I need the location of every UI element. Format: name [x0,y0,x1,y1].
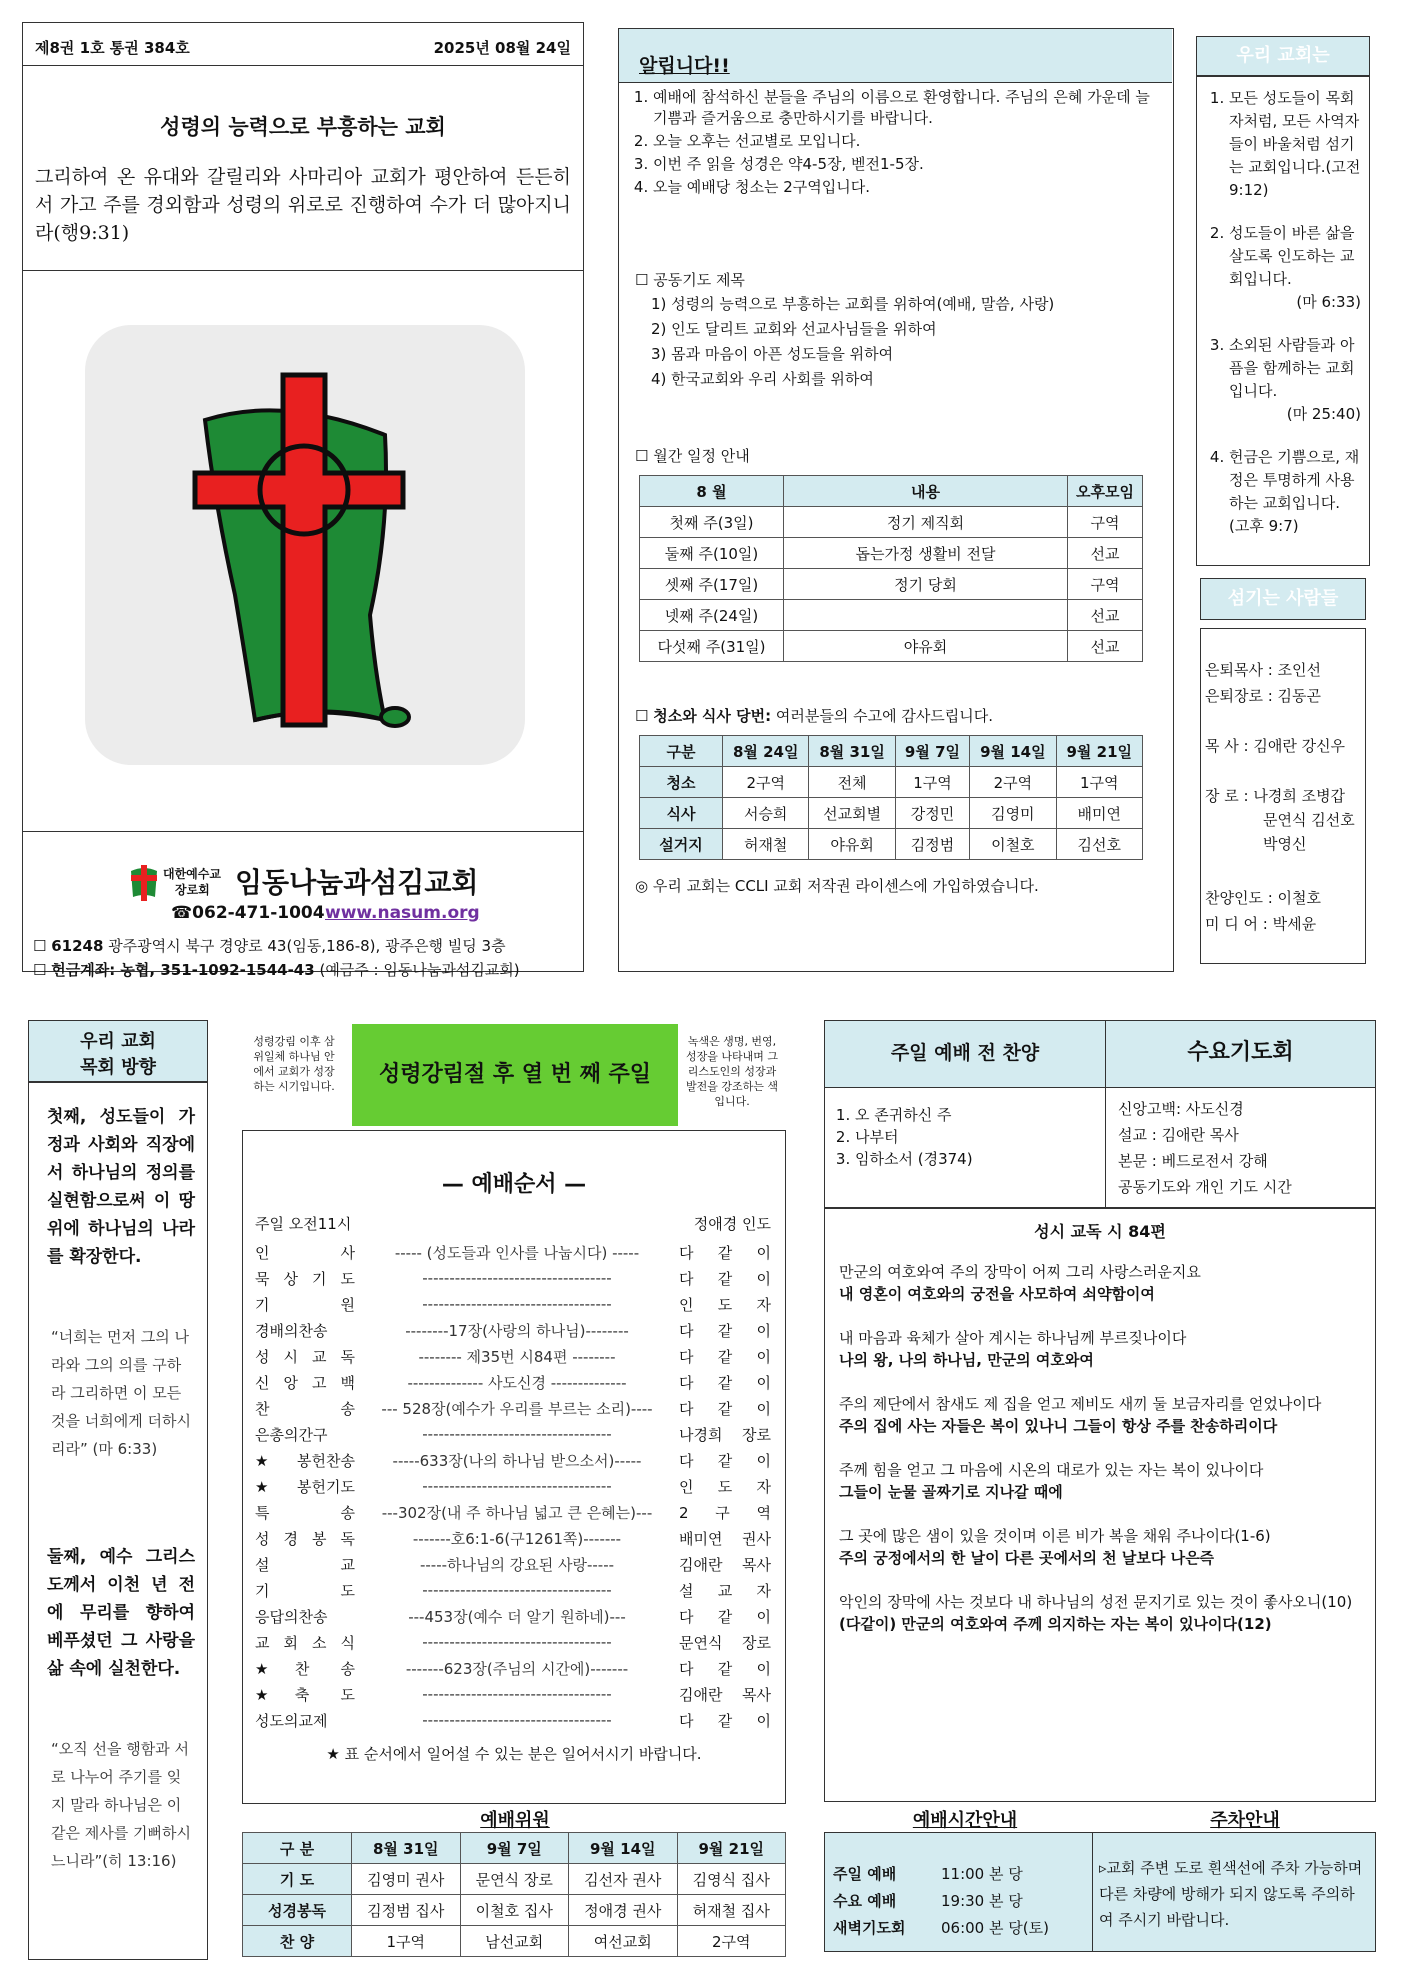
order-row [255,1603,771,1629]
notices-title: 알립니다!! [639,55,730,77]
order-item-person: 2 구 역 [679,1503,771,1522]
table-cell: 김정범 [895,829,969,860]
time-value: 19:30 본 당 [941,1892,1023,1910]
table-row [640,600,1143,631]
notice-item: 1. 예배에 참석하신 분들을 주님의 이름으로 환영합니다. 주님의 은혜 가운데 늘 기쁨과 즐거움으로 충만하시기를 바랍니다. [653,87,1163,129]
table-cell: 정기 당회 [784,569,1068,600]
checkbox-icon: ☐ [33,937,52,955]
order-item-name: 은총의간구 [255,1425,328,1444]
order-item-person: 다 같 이 [679,1451,771,1470]
order-item-content: ----------------------------------- [422,1711,612,1729]
church-logo-icon [127,863,161,903]
account-bank: 농협, 351-1092-1544-43 [120,961,315,979]
praise-title: 주일 예배 전 찬양 [890,1042,1040,1064]
psalm-verse: 주의 제단에서 참새도 제 집을 얻고 제비도 새끼 둘 보금자리를 얻었나이다 주의 집에 사는 자들은 복이 있나니 그들이 항상 주를 찬송하리이다 [839,1395,1322,1435]
table-cell: 선교 [1068,631,1143,662]
schedule-table [639,475,1143,662]
direction-panel [28,1082,208,1960]
table-header-row [640,476,1143,507]
direction-first: 첫째, 성도들이 가정과 사회와 직장에서 하나님의 정의를 실현함으로써 이 땅 위에 하나님의 나라를 확장한다. [47,1107,195,1267]
table-header: 9월 21일 [1056,736,1142,767]
servants-title: 섬기는 사람들 [1227,588,1339,609]
table-cell: 이철호 [970,829,1056,860]
order-note: ★ 표 순서에서 일어설 수 있는 분은 일어서시기 바랍니다. [326,1745,702,1763]
prayer-list [651,292,1054,392]
time-value: 11:00 본 당 [941,1865,1023,1883]
notice-item: 4. 오늘 예배당 청소는 2구역입니다. [653,177,1163,198]
order-item-name: ★찬 송 [255,1659,355,1678]
church-divider [23,831,583,832]
psalm-verse: 그 곳에 많은 샘이 있을 것이며 이른 비가 복을 채워 주나이다(1-6) 주의 궁정에서의 한 날이 다른 곳에서의 천 날보다 나은즉 [839,1527,1271,1567]
parking-text: ▹교회 주변 도로 흰색선에 주차 가능하며 다른 차량에 방해가 되지 않도록 주의하여 주시기 바랍니다. [1099,1859,1363,1929]
table-row [640,507,1143,538]
psalm-verses [839,1261,1359,1635]
times-title: 예배시간안내 [912,1810,1018,1831]
church-name: 임동나눔과섬김교회 [235,866,479,899]
order-item-name: 찬 송 [255,1399,355,1418]
table-cell: 선교회별 [809,798,895,829]
order-row [255,1473,771,1499]
table-cell: 구역 [1068,507,1143,538]
table-row [640,798,1143,829]
cross-banner-icon [85,325,525,765]
table-cell: 야유회 [809,829,895,860]
table-cell: 1구역 [352,1926,461,1957]
address: 광주광역시 북구 경양로 43(임동,186-8), 광주은행 빌딩 3층 [108,937,506,955]
order-item-content: -------623장(주님의 시간에)------- [405,1659,629,1678]
table-header: 내용 [784,476,1068,507]
table-row [243,1864,786,1895]
zip-code: 61248 [51,937,104,955]
table-cell: 선교 [1068,538,1143,569]
order-item-person: 다 같 이 [679,1321,771,1340]
table-cell: 김영미 [970,798,1056,829]
order-item-name: ★봉헌기도 [255,1477,355,1496]
table-cell: 넷째 주(24일) [640,600,784,631]
table-cell: 다섯째 주(31일) [640,631,784,662]
direction-first-verse: “너희는 먼저 그의 나라와 그의 의를 구하라 그리하면 이 모든 것을 너희에게 더하시리라” (마 6:33) [51,1328,191,1458]
parking-title: 주차안내 [1210,1810,1280,1831]
order-row [255,1317,771,1343]
issue-date: 2025년 08월 24일 [433,39,571,57]
order-item-name: 성 경 봉 독 [255,1529,355,1548]
servants-panel [1200,628,1366,964]
table-header: 9월 21일 [677,1833,786,1864]
order-item-name: 기 원 [255,1295,355,1314]
header-divider [23,65,583,66]
table-row [640,767,1143,798]
season-right-note: 녹색은 생명, 번영, 성장을 나타내며 그리스도인의 성장과 발전을 강조하는 색입니다. [685,1035,778,1108]
time-label: 새벽기도회 [833,1919,906,1937]
order-item-content: ----------------------------------- [422,1425,612,1443]
order-row [255,1369,771,1395]
wednesday-line: 공동기도와 개인 기도 시간 [1118,1178,1292,1196]
order-row [255,1629,771,1655]
account-holder: (예금주 : 임동나눔과섬김교회) [319,961,520,979]
order-item-content: ---453장(예수 더 알기 원하네)--- [408,1607,626,1626]
order-item-person: 설 교 자 [679,1581,771,1600]
table-header-row [243,1833,786,1864]
table-cell: 김영식 집사 [677,1864,786,1895]
our-church-list [1211,87,1361,538]
order-item-name: 성 시 교 독 [255,1347,355,1366]
table-header: 9월 7일 [460,1833,569,1864]
order-item-person: 다 같 이 [679,1399,771,1418]
table-cell: 성경봉독 [243,1895,352,1926]
table-cell: 허재철 [723,829,809,860]
order-item-person: 다 같 이 [679,1711,771,1730]
prayer-item: 3) 몸과 마음이 아픈 성도들을 위하여 [651,345,894,363]
order-item-person: 인 도 자 [679,1477,771,1496]
table-cell: 구역 [1068,569,1143,600]
table-cell: 1구역 [895,767,969,798]
table-cell: 전체 [809,767,895,798]
table-cell: 야유회 [784,631,1068,662]
order-row [255,1499,771,1525]
checkbox-icon: ☐ [635,707,654,725]
table-header-row [640,736,1143,767]
table-cell: 2구역 [723,767,809,798]
staff-table [242,1832,786,1957]
praise-panel [824,1088,1106,1208]
praise-song: 3. 임하소서 (경374) [855,1148,973,1170]
church-website[interactable]: www.nasum.org [325,903,480,923]
table-cell: 허재철 집사 [677,1895,786,1926]
table-cell: 김영미 권사 [352,1864,461,1895]
order-row [255,1655,771,1681]
table-header: 9월 7일 [895,736,969,767]
praise-list [837,1104,973,1170]
table-cell: 배미연 [1056,798,1142,829]
table-cell: 여선교회 [569,1926,678,1957]
table-cell: 문연식 장로 [460,1864,569,1895]
order-item-content: ----------------------------------- [422,1269,612,1287]
servant-row: 미 디 어 : 박세윤 [1205,915,1317,933]
prayer-item: 4) 한국교회와 우리 사회를 위하여 [651,370,874,388]
table-cell: 2구역 [677,1926,786,1957]
our-church-panel [1196,76,1370,566]
order-item-name: 신 앙 고 백 [255,1373,355,1392]
order-title: — 예배순서 — [441,1172,587,1197]
table-cell: 1구역 [1056,767,1142,798]
table-header: 구분 [640,736,723,767]
order-row [255,1239,771,1265]
time-label: 주일 예배 [833,1865,897,1883]
ccli-note: ◎ 우리 교회는 CCLI 교회 저작권 라이센스에 가입하였습니다. [635,877,1039,895]
order-item-content: -----하나님의 강요된 사랑----- [419,1555,615,1574]
order-item-person: 김애란 목사 [679,1685,771,1704]
order-item-person: 다 같 이 [679,1269,771,1288]
order-row [255,1291,771,1317]
order-row [255,1707,771,1733]
order-item-person: 다 같 이 [679,1347,771,1366]
staff-title: 예배위원 [480,1810,550,1831]
table-cell: 정기 제직회 [784,507,1068,538]
order-item-content: -------호6:1-6(구1261쪽)------- [412,1529,622,1548]
table-cell: 설거지 [640,829,723,860]
order-item-name: 설 교 [255,1555,355,1574]
order-item-content: ----------------------------------- [422,1477,612,1495]
table-cell: 셋째 주(17일) [640,569,784,600]
order-item-content: --------17장(사랑의 하나님)-------- [405,1321,629,1340]
wednesday-panel [1105,1088,1376,1208]
our-church-item: 1. 모든 성도들이 목회자처럼, 모든 사역자들이 바울처럼 섬기는 교회입니다.(고전 9:12) [1229,87,1361,202]
season-left-note: 성령강림 이후 삼위일체 하나님 안에서 교회가 성장하는 시기입니다. [253,1035,335,1093]
wednesday-line: 신앙고백: 사도신경 [1118,1100,1244,1118]
servants-title-box [1200,578,1366,620]
order-item-person: 다 같 이 [679,1607,771,1626]
table-header: 8월 31일 [809,736,895,767]
header-panel [22,22,584,979]
prayer-item: 1) 성령의 능력으로 부흥하는 교회를 위하여(예배, 말씀, 사랑) [651,295,1055,313]
psalm-panel [824,1208,1376,1802]
servant-row: 장 로 : 나경희 조병갑 [1205,787,1346,805]
order-item-person: 인 도 자 [679,1295,771,1314]
table-row [640,569,1143,600]
table-row [640,829,1143,860]
theme-title: 성령의 능력으로 부흥하는 교회 [160,114,446,139]
order-row [255,1447,771,1473]
servant-row: 은퇴장로 : 김동곤 [1205,687,1322,705]
schedule-heading: ☐ 월간 일정 안내 [635,447,750,465]
table-header: 구 분 [243,1833,352,1864]
table-row [640,538,1143,569]
order-leader: 정애경 인도 [693,1215,771,1233]
table-cell: 남선교회 [460,1926,569,1957]
order-item-person: 배미연 권사 [679,1529,771,1548]
direction-second: 둘째, 예수 그리스도께서 이천 년 전에 무리를 향하여 베푸셨던 그 사랑을 삶 속에 실천한다. [47,1547,195,1679]
order-item-name: 특 송 [255,1503,355,1522]
table-header: 오후모임 [1068,476,1143,507]
order-item-content: -------------- 사도신경 -------------- [407,1373,627,1392]
order-row [255,1421,771,1447]
volume-info: 제8권 1호 통권 384호 [35,39,190,57]
order-item-content: --- 528장(예수가 우리를 부르는 소리)---- [381,1399,653,1418]
table-cell: 김선호 [1056,829,1142,860]
order-item-name: 인 사 [255,1243,355,1262]
servant-row: 찬양인도 : 이철호 [1205,889,1322,907]
time-value: 06:00 본 당(토) [941,1919,1049,1937]
order-list [255,1239,771,1733]
table-cell: 찬 양 [243,1926,352,1957]
table-cell: 강정민 [895,798,969,829]
checkbox-icon: ☐ [33,961,52,979]
table-cell: 정애경 권사 [569,1895,678,1926]
direction-title-box [28,1020,208,1082]
wednesday-line: 본문 : 베드로전서 강해 [1118,1152,1268,1170]
prayer-heading: ☐ 공동기도 제목 [635,271,745,289]
table-cell [784,600,1068,631]
servant-row: 은퇴목사 : 조인선 [1205,661,1322,679]
wednesday-line: 설교 : 김애란 목사 [1118,1126,1239,1144]
psalm-verse: 주께 힘을 얻고 그 마음에 시온의 대로가 있는 자는 복이 있나이다 그들이 눈물 골짜기로 지나갈 때에 [839,1461,1264,1501]
notice-item: 3. 이번 주 읽을 성경은 약4-5장, 벧전1-5장. [653,154,1163,175]
order-item-person: 김애란 목사 [679,1555,771,1574]
direction-title-1: 우리 교회 [80,1031,156,1052]
order-time: 주일 오전11시 [255,1215,352,1233]
table-header: 9월 14일 [569,1833,678,1864]
order-row [255,1265,771,1291]
table-cell: 기 도 [243,1864,352,1895]
times-panel [824,1832,1094,1952]
table-header: 9월 14일 [970,736,1056,767]
table-cell: 둘째 주(10일) [640,538,784,569]
praise-song: 2. 나부터 [855,1126,973,1148]
order-item-content: ----- (성도들과 인사를 나눕시다) ----- [394,1243,640,1262]
theme-verse: 그리하여 온 유대와 갈릴리와 사마리아 교회가 평안하여 든든히 서 가고 주를 경외함과 성령의 위로로 진행하여 수가 더 많아지니라(행9:31) [35,166,571,244]
table-cell: 첫째 주(3일) [640,507,784,538]
our-church-title-box [1196,36,1370,76]
order-item-person: 다 같 이 [679,1659,771,1678]
order-row [255,1681,771,1707]
order-item-name: 경배의찬송 [255,1321,328,1340]
table-cell: 서승희 [723,798,809,829]
order-item-content: -------- 제35번 시84편 -------- [418,1347,616,1366]
order-item-person: 다 같 이 [679,1373,771,1392]
order-row [255,1525,771,1551]
duty-table [639,735,1143,860]
notices-panel [618,28,1174,972]
prayer-item: 2) 인도 달리트 교회와 선교사님들을 위하여 [651,320,937,338]
order-item-content: -----633장(나의 하나님 받으소서)----- [392,1451,642,1470]
order-panel [242,1130,786,1804]
church-phone: ☎062-471-1004 [171,903,325,923]
direction-second-verse: “오직 선을 행함과 서로 나누어 주기를 잊지 말라 하나님은 이 같은 제사를 기뻐하시느니라”(히 13:16) [51,1740,191,1870]
cleaning-heading: ☐ 청소와 식사 당번: 여러분들의 수고에 감사드립니다. [635,707,994,725]
account-label: 헌금계좌 [51,961,110,979]
order-row [255,1343,771,1369]
order-item-person: 나경희 장로 [679,1425,771,1444]
order-row [255,1551,771,1577]
wednesday-title: 수요기도회 [1187,1040,1294,1065]
season-title-box [352,1024,678,1126]
servant-row: 박영신 [1263,835,1307,853]
psalm-verse: 악인의 장막에 사는 것보다 내 하나님의 성전 문지기로 있는 것이 좋사오니(10) (다같이) 만군의 여호와여 주께 의지하는 자는 복이 있나이다(12) [839,1593,1353,1633]
order-item-person: 다 같 이 [679,1243,771,1262]
account-line: ☐ 헌금계좌: 농협, 351-1092-1544-43 (예금주 : 임동나눔과섬김교회) [33,961,520,979]
order-item-name: ★축 도 [255,1685,355,1704]
wednesday-title-box [1106,1020,1376,1088]
denomination-bottom: 장로회 [175,883,210,897]
order-item-person: 문연식 장로 [679,1633,771,1652]
order-item-content: ----------------------------------- [422,1581,612,1599]
notice-item: 2. 오늘 오후는 선교별로 모입니다. [653,131,1163,152]
notices-list [635,87,1163,198]
table-row [640,631,1143,662]
order-item-content: ----------------------------------- [422,1685,612,1703]
table-cell: 돕는가정 생활비 전달 [784,538,1068,569]
notices-title-bar [619,29,1172,83]
checkbox-icon: ☐ [635,271,654,289]
table-header: 8월 31일 [352,1833,461,1864]
address-line [33,935,506,956]
servant-row: 문연식 김선호 [1263,811,1355,829]
time-label: 수요 예배 [833,1892,897,1910]
season-title: 성령강림절 후 열 번 째 주일 [378,1062,652,1087]
praise-title-box [824,1020,1106,1088]
psalm-verse: 만군의 여호와여 주의 장막이 어찌 그리 사랑스러운지요 내 영혼이 여호와의 궁전을 사모하여 쇠약함이여 [839,1263,1201,1303]
order-item-content: ---302장(내 주 하나님 넓고 큰 은혜는)--- [381,1503,653,1522]
table-header: 8월 24일 [723,736,809,767]
parking-panel [1092,1832,1376,1952]
order-item-content: ----------------------------------- [422,1295,612,1313]
order-item-name: 응답의찬송 [255,1607,328,1626]
order-row [255,1395,771,1421]
our-church-item: 3. 소외된 사람들과 아픔을 함께하는 교회입니다. (마 25:40) [1229,334,1361,426]
table-row [243,1895,786,1926]
table-cell: 식사 [640,798,723,829]
order-item-name: 교 회 소 식 [255,1633,355,1652]
table-cell: 2구역 [970,767,1056,798]
table-cell: 청소 [640,767,723,798]
table-cell: 김선자 권사 [569,1864,678,1895]
order-item-name: 성도의교제 [255,1711,328,1730]
direction-title-2: 목회 방향 [80,1057,156,1078]
praise-song: 1. 오 존귀하신 주 [855,1104,973,1126]
order-item-content: ----------------------------------- [422,1633,612,1651]
psalm-title: 성시 교독 시 84편 [1034,1222,1166,1241]
servant-row: 목 사 : 김애란 강신우 [1205,737,1346,755]
table-cell: 선교 [1068,600,1143,631]
denomination-top: 대한예수교 [163,867,221,881]
logo-divider [23,270,583,271]
order-item-name: 묵 상 기 도 [255,1269,355,1288]
psalm-verse: 내 마음과 육체가 살아 계시는 하나님께 부르짖나이다 나의 왕, 나의 하나님, 만군의 여호와여 [839,1329,1187,1369]
order-row [255,1577,771,1603]
our-church-item: 4. 헌금은 기쁨으로, 재정은 투명하게 사용하는 교회입니다. (고후 9:7) [1229,446,1361,538]
table-cell: 김정범 집사 [352,1895,461,1926]
order-item-name: 기 도 [255,1581,355,1600]
our-church-title: 우리 교회는 [1236,45,1330,66]
table-cell: 이철호 집사 [460,1895,569,1926]
table-header: 8 월 [640,476,784,507]
checkbox-icon: ☐ [635,447,654,465]
table-row [243,1926,786,1957]
our-church-item: 2. 성도들이 바른 삶을 살도록 인도하는 교회입니다. (마 6:33) [1229,222,1361,314]
cross-logo [85,325,525,765]
order-item-name: ★봉헌찬송 [255,1451,355,1470]
